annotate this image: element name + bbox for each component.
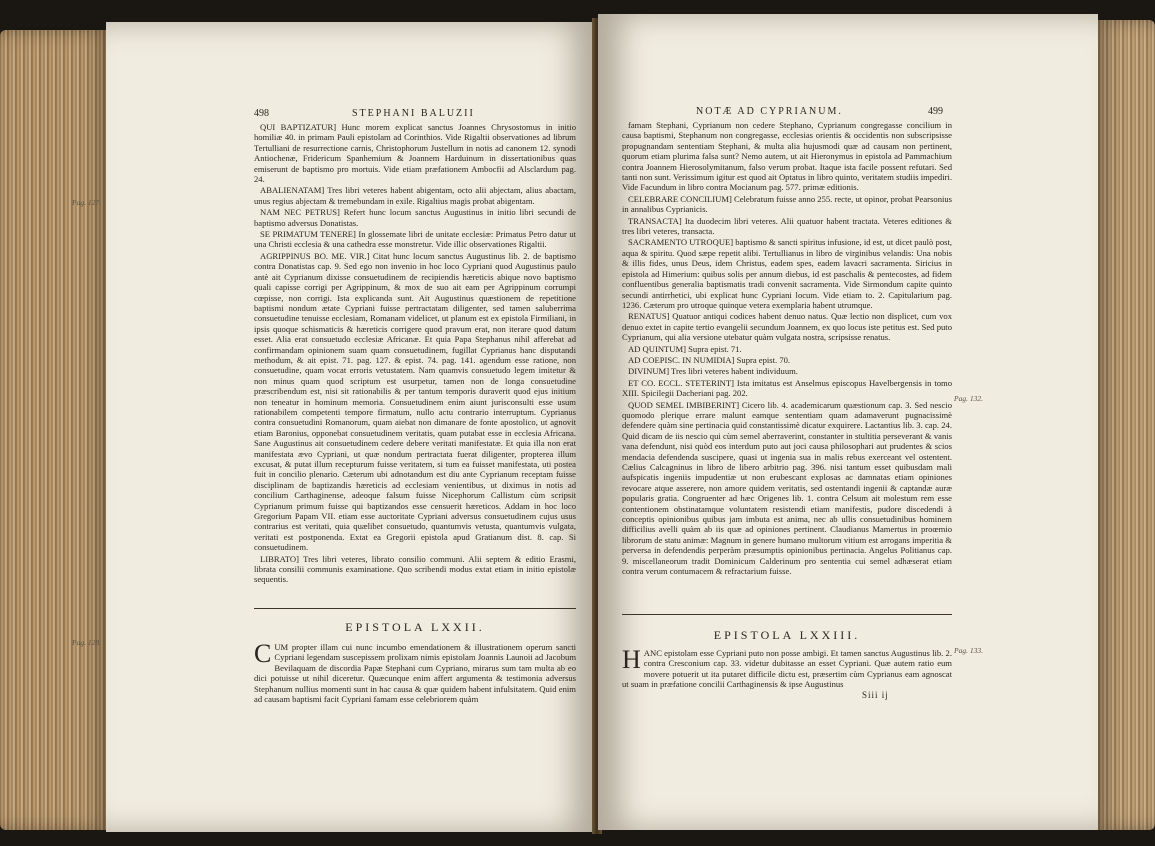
note-paragraph: ET CO. ECCL. STETERINT] Ista imitatus est Anselmus episcopus Havelbergensis in tomo XIII. Spicilegii Dacheriani pag. 202. xyxy=(622,377,952,399)
note-paragraph: QUOD SEMEL IMBIBERINT] Cicero lib. 4. academicarum quæstionum cap. 3. Sed nescio quomodo plerique errare malunt eamque sententiam quam adamaverunt pugnacissimè defendere quàm sine pertinacia quid constantissimè dicatur exquirere. Lactantius lib. 3. cap. 24. Quid dicam de iis nescio qui cùm semel aberraverint, constanter in stultitia perseverant & vanis vana defendunt, nisi quòd eos interdum puto aut joci causa philosophari aut prudentes & scios mendacia defendenda suscipere, quasi ut ingenia sua in malis rebus exerceant vel ostentent. Cælius Calcagninus in libro de libero arbitrio pag. 396. nisi tantum esset quibusdam mali aufspicatis ingeniis impudentiæ ut non erubescant explosas ac damnatas etiam opiniones revocare atque asserere, non amore quidem veritatis, sed ostentandi ingenii & captandæ auræ popularis gratia. Congruenter ad hæc Origenes lib. 1. contra Celsum ait molestum rem esse contentionem obstinatamque voluntatem resistendi etiam manifestis, pudore discedendi à conceptis opinionibus quibus jam imbuta est anima, nec ab ullis consuetudinibus hominem difficilius avelli quàm ab iis quæ ad opiniones pertinent. Claudianus Mamertus in proœmio librorum de statu animæ: Magnum in genere humano multorum vitium est arrogans imperitia & perversa in defendendis perperàm præsumptis opinionibus pertinacia. Angelus Politianus cap. 9. miscellaneorum tradit Dominicum Calderinum pro sententia cui semel adhæserat etiam contra verum contumacem & refractarium fuisse. xyxy=(622,399,952,577)
left-page xyxy=(106,22,596,832)
running-head-right: NOTÆ AD CYPRIANUM. xyxy=(696,106,843,117)
margin-note: Pag. 133. xyxy=(954,646,983,655)
note-paragraph: SE PRIMATUM TENERE] In glossemate libri de unitate ecclesiæ: Primatus Petro datur ut una Christi ecclesia & una cathedra esse monstretur. Vide illic observationes Rigaltii. xyxy=(254,229,576,250)
note-paragraph: SACRAMENTO UTROQUE] baptismo & sancti spiritus infusione, id est, ut dicet paulò post, aqua & spiritu. Quod sæpe repetit alibi. Tertullianus in libro de virginibus velandis: Una nobis & illis fides, unus Deus, idem Christus, eadem spes, eadem lavacri sacramenta. Siricius in epistola ad Himerium: quibus solis per annum diebus, id est paschalis & pentecostes, ad fidem confluentibus generalia baptismatis tradi convenit sacramenta. Vide Sirmondum capite quinto secundi antirrhetici, ubi explicat hunc Cypriani locum. Vide etiam to. 2. Capitularium pag. 1236. Cæterum pro utroque quinque vetera exemplaria habent utrumque. xyxy=(622,237,952,310)
page-number-right: 499 xyxy=(928,106,943,117)
section-rule xyxy=(622,614,952,615)
open-book xyxy=(0,8,1155,846)
left-page-edges xyxy=(0,30,110,830)
note-paragraph: CELEBRARE CONCILIUM] Celebratum fuisse anno 255. recte, ut opinor, probat Pearsonius in annalibus Cyprianicis. xyxy=(622,193,953,215)
epistola-title-left: EPISTOLA LXXII. xyxy=(345,620,485,634)
page-number-left: 498 xyxy=(254,108,269,119)
epistola-text-right xyxy=(622,645,952,690)
drop-cap: C xyxy=(254,639,272,668)
margin-note: Pag. 127. xyxy=(72,198,101,207)
note-paragraph: QUI BAPTIZATUR] Hunc morem explicat sanctus Joannes Chrysostomus in initio homiliæ 40. in primam Pauli epistolam ad Corinthios. Vide Rigaltii observationes ad librum Tertulliani de resurrectione carnis, Christophorum Justellum in notis ad canonem 12. synodi Antiochenæ, Fridericum Spanhemium & Joannem Harduinum in dissertationibus quas emiserunt de baptismo pro mortuis. Vide etiam præfationem Ambocfii ad Alsclardum pag. 24. xyxy=(254,122,576,185)
margin-note: Pag. 132. xyxy=(954,394,983,403)
note-paragraph: LIBRATO] Tres libri veteres, librato consilio communi. Alii septem & editio Erasmi, librata consilii communis examinatione. Quo scribendi modus extat etiam in initio epistolæ sequentis. xyxy=(254,553,576,585)
note-paragraph: RENATUS] Quatuor antiqui codices habent denuo natus. Quæ lectio non displicet, cum vox denuo extet in capite tertio evangelii secundum Joannem, ex quo locus iste petitus est. Sed puto Cyprianum, qui alia versione utebatur quàm vulgata nostra, scripsisse renatus. xyxy=(622,311,952,343)
epistola-title-right: EPISTOLA LXXIII. xyxy=(713,628,861,642)
epistola-text-left xyxy=(254,639,576,705)
left-notes-body xyxy=(254,122,576,608)
right-notes-body xyxy=(622,120,952,610)
note-paragraph: AD COEPISC. IN NUMIDIA] Supra epist. 70. xyxy=(628,354,791,365)
note-paragraph: DIVINUM] Tres libri veteres habent individuum. xyxy=(628,366,798,377)
note-paragraph: AGRIPPINUS BO. ME. VIR.] Citat hunc locum sanctus Augustinus lib. 2. de baptismo contra Donatistas cap. 9. Sed ego non invenio in hoc loco Cypriani quod Augustinus paulo antè ait Cyprianum dixisse consuetudinem de recipiendis hæreticis abique novo baptismo quali capisse corrigi per Agrippinum, & mox de suo ait eam per Agrippinum corrumpi cœpisse, non corrigi. Ista explicanda sunt. Ait Augustinus quæstionem de repetitione baptismi nondum ætate Cypriani fuisse pertractatam diligenter, sed tamen saluberrima consuetudine tenuisse ecclesiam, Romanam videlicet, ut planum est ex epistola Firmiliani, in ipsis quoque schismaticis & hæreticis corrigere quod pravum erat, non iterare quod datum esset. Alia erat consuetudo ecclesiæ Africanæ. Et quia Papa Stephanus nihil afferebat ad confirmandam opinionem suam quam consuetudinem, fugillat Cyprianus hanc disputandi methodum, & ait epist. 71. pag. 127. & epist. 74. pag. 141. agendum esse ratione, non consuetudine, quam vocat erroris vetustatem. Nam quamvis consuetudo legem imitetur & non minus quam quod scriptum est usurpetur, tamen non de longa consuetudine præscribendum est, nisi sit rationabilis & per tantum temporis duraverit quod ejus initium non teneatur in hominum memoria. Consuetudinem enim aiunt jurisconsulti esse usum rationabilem competenti tempore firmatum, nullo actu contrario interruptum. Cyprianus contra consuetudini Romanorum, quam aiebat non dimanare de fonte apostolico, ut agnovit etiam Baronius, opponebat consuetudinem veritatis, quam putabat esse in ecclesia Africana. Sane Augustinus ait consuetudinem cedere debere veritati manifestatæ. Et quia illa non erat manifestata ævo Cypriani, ut quæ nondum pertractata fuerat diligenter, propterea illum excusat, & putat illum recepturum fuisse veritatem, si tum ea fuisset manifestata, uti postea fuit in concilio plenario. Cæterum ubi adnotandum est diu ante Cyprianum receptam fuisse disciplinam de baptizandis hæreticis ad ecclesiam venientibus, ut diximus in notis ad concilium Carthaginense, adeoque falsum fuisse Nicephorum Callistum cùm scripsit Cyprianum primum fuisse qui baptizandos esse censuerit hæreticos. Addam in hoc loco Gregorium Papam VII. etiam esse auctoritate Cypriani adversus consuetudinem cujus usus contrarius est veritati, quia quælibet consuetudo, quantumvis vetusta, quantumvis vulgata, veritati est postponenda. Extat ea Gregorii epistola apud Gratianum dist. 8. cap. Si consuetudinem. xyxy=(254,250,576,553)
epistola-body-text: ANC epistolam esse Cypriani puto non posse ambigi. Et tamen sanctus Augustinus lib. 2. contra Cresconium cap. 33. videtur dubitasse an esset Cypriani. Quæ autem ratio eum movere potuerit ut ita putaret difficile dictu est, præsertim cùm Cyprianus eam agnoscat ut suam in præfatione concilii Carthaginensis & ipse Augustinus xyxy=(622,648,952,690)
note-paragraph: ABALIENATAM] Tres libri veteres habent abigentam, octo alii abjectam, alius abactam, unus regius abjectam & tremebundam in exile. Rigaltius magis probat abigentam. xyxy=(254,185,576,206)
margin-note: Pag. 128. xyxy=(72,638,101,647)
right-page xyxy=(598,14,1098,830)
section-rule xyxy=(254,608,576,609)
epistola-body-text: UM propter illam cui nunc incumbo emendationem & illustrationem operum sancti Cypriani legendam suscepissem prolixam nimis epistolam Joannis Launoii ad Jacobum Bevilaquam de discordia Papæ Stephani cum Cypriano, mirarus sum tam multa ab eo dici potuisse ut nihil diceretur. Quæcunque enim affert argumenta & testimonia adversus Stephanum nullius momenti sunt in hac causa & quæ quidem habent infulsitatem. Quid enim ad causam baptismi facit Cypriani famam esse celebriorem quàm xyxy=(254,642,576,705)
note-paragraph: NAM NEC PETRUS] Refert hunc locum sanctus Augustinus in initio libri secundi de baptismo adversus Donatistas. xyxy=(254,207,576,228)
right-page-edges xyxy=(1095,20,1155,830)
note-paragraph: famam Stephani, Cyprianum non cedere Stephano, Cyprianum congregasse concilium in causa baptismi, Stephanum non congregasse, ecclesias orientis & occidentis non subscripsisse propugnandam sententiam Stephani, & multa alia hujusmodi quæ ad causam non pertinent, quorum etiam plurima falsa sunt? Nemo autem, ut ait Hieronymus in epistola ad Pammachium contra Joannem Hierosolymitanum, falso verum probat. Itaque ista facile possent refutari. Sed tanti non sunt. Verissimum igitur est quod ait Optatus in libro quinto, veritatem studiis impediri. Vide Facundum in libro contra Mocianum pag. 577. primæ editionis. xyxy=(622,120,952,193)
signature-mark: Siii ij xyxy=(862,690,889,700)
running-head-left: STEPHANI BALUZII xyxy=(352,108,475,119)
note-paragraph: AD QUINTUM] Supra epist. 71. xyxy=(628,343,742,354)
note-paragraph: TRANSACTA] Ita duodecim libri veteres. Alii quatuor habent tractata. Veteres editiones & tres libri veteres, transacta. xyxy=(622,215,952,237)
drop-cap: H xyxy=(622,645,641,674)
